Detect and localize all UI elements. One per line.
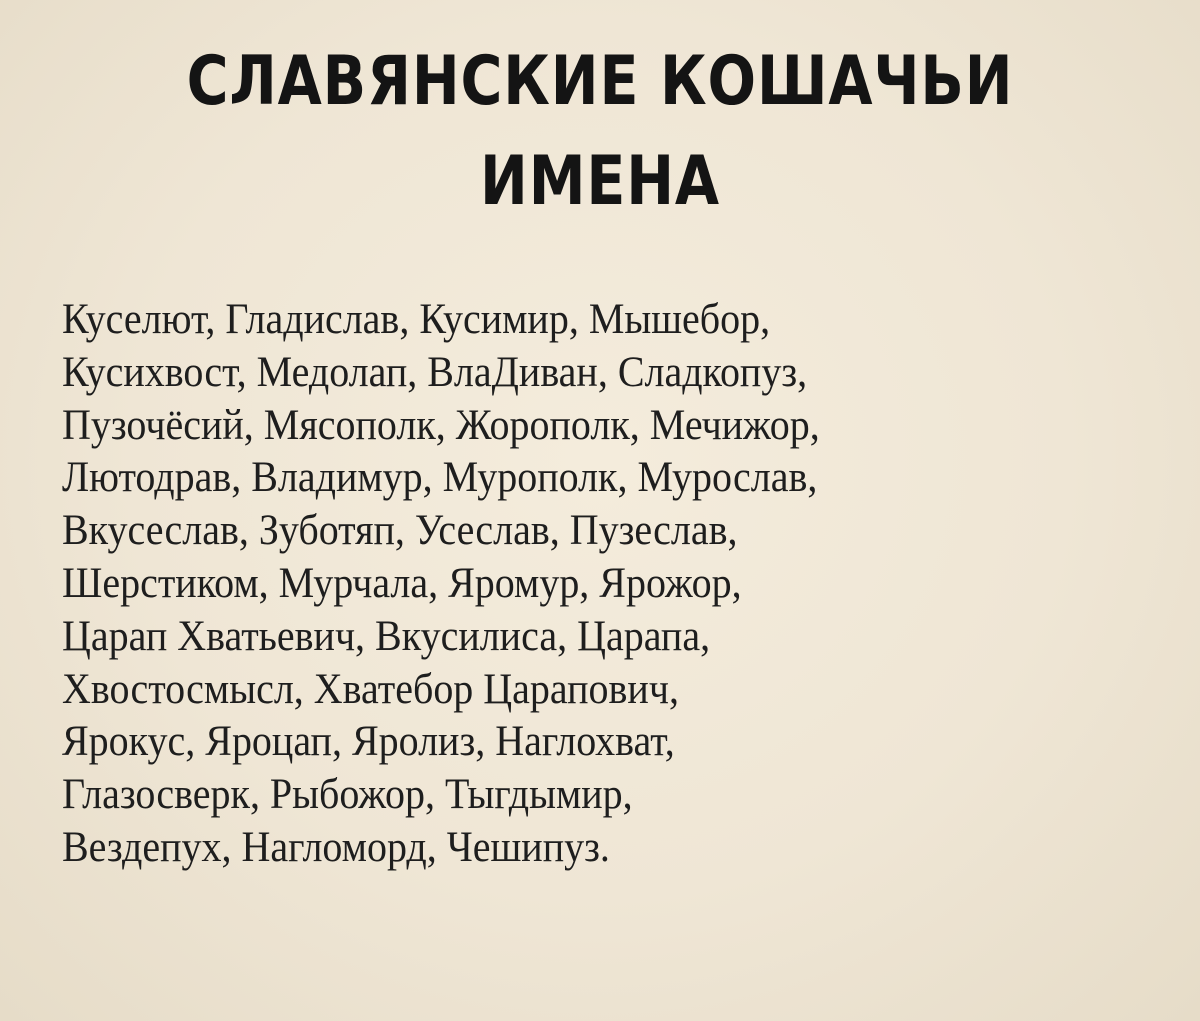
names-line-1: Куселют, Гладислав, Кусимир, Мышебор, — [62, 296, 771, 343]
names-line-9: Ярокус, Яроцап, Яролиз, Наглохват, — [62, 718, 675, 766]
names-line-7: Царап Хватьевич, Вкусилиса, Царапа, — [62, 612, 711, 660]
title-line-1: СЛАВЯНСКИЕ КОШАЧЬИ — [186, 42, 1014, 121]
names-line-11: Вездепух, Нагломорд, Чешипуз. — [62, 823, 610, 871]
names-line-4: Лютодрав, Владимур, Мурополк, Мурослав, — [62, 454, 818, 502]
names-line-6: Шерстиком, Мурчала, Яромур, Ярожор, — [62, 559, 742, 607]
names-line-2: Кусихвост, Медолап, ВлаДиван, Сладкопуз, — [62, 348, 808, 396]
title-line-2: ИМЕНА — [480, 142, 720, 221]
names-line-3: Пузочёсий, Мясополк, Жорополк, Мечижор, — [62, 401, 820, 449]
names-line-8: Хвостосмысл, Хватебор Царапович, — [62, 665, 679, 713]
names-line-10: Глазосверк, Рыбожор, Тыгдымир, — [62, 771, 633, 819]
page-title — [96, 32, 1104, 232]
names-line-5: Вкусеслав, Зуботяп, Усеслав, Пузеслав, — [62, 507, 738, 555]
names-paragraph — [62, 294, 1162, 875]
